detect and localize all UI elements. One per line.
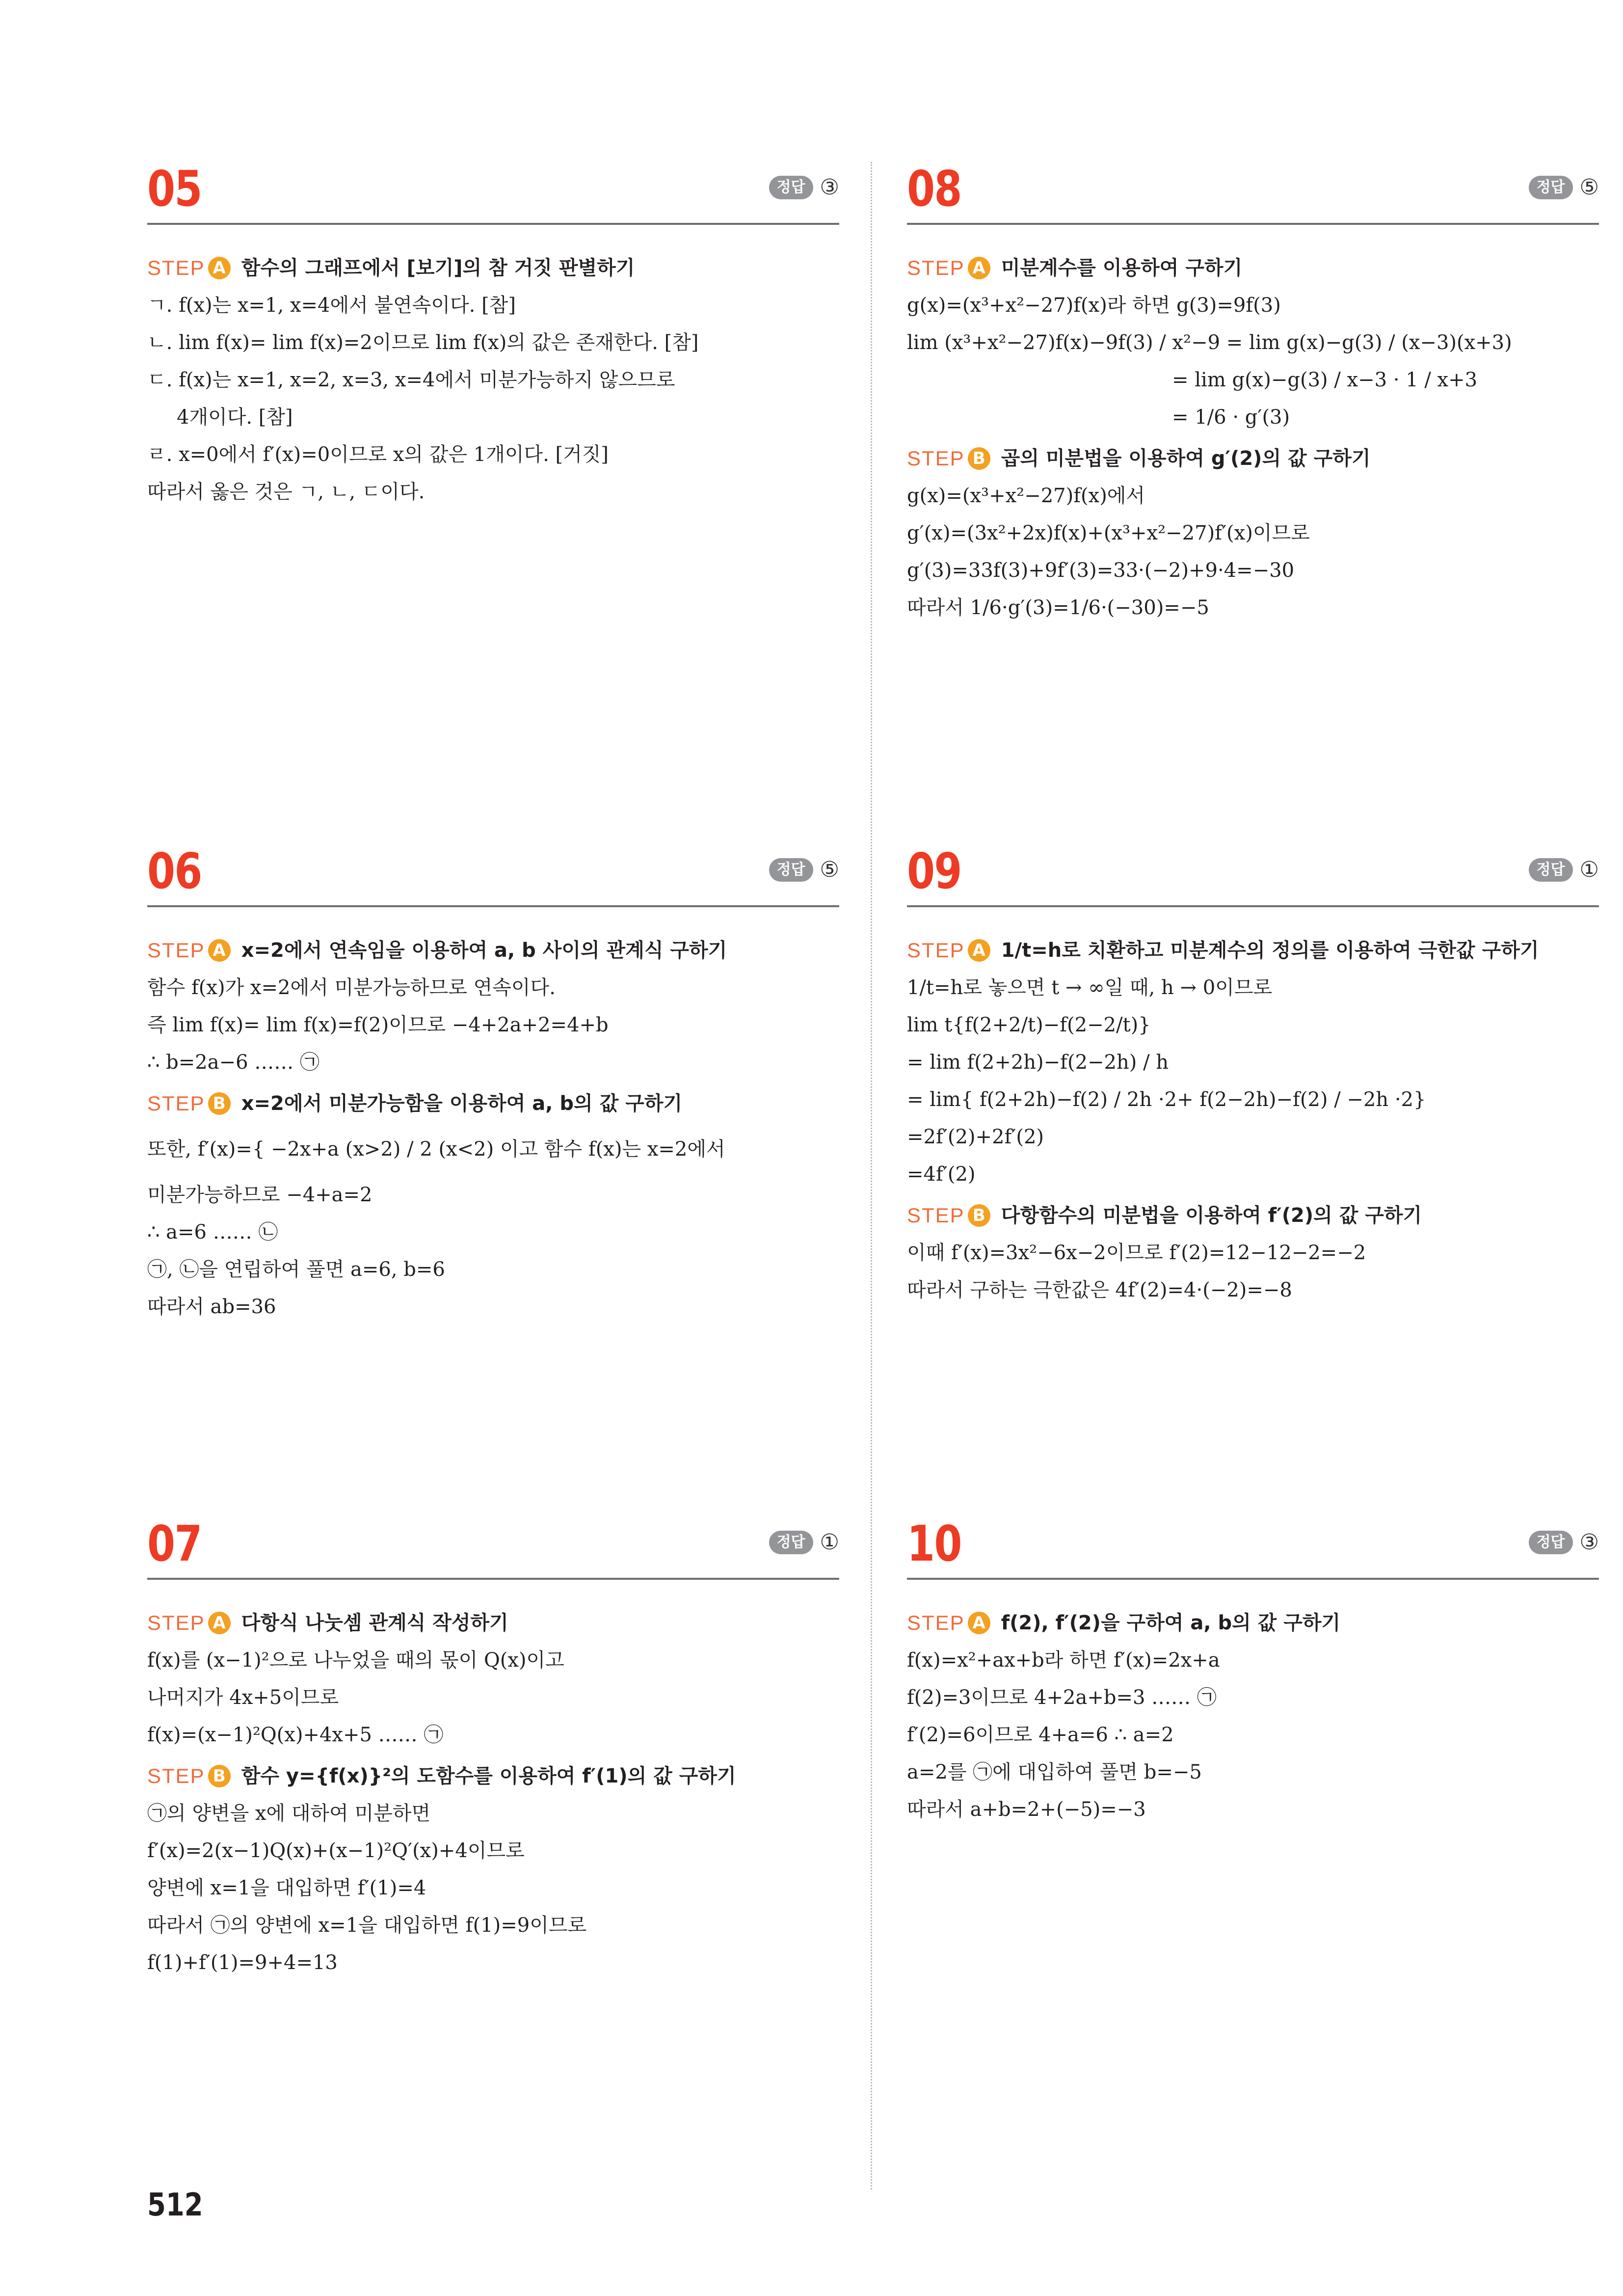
step-a (147, 932, 839, 969)
answer-badge: 정답 (769, 858, 813, 882)
solution-line: 즉 lim f(x)= lim f(x)=f(2)이므로 −4+2a+2=4+b (147, 1014, 609, 1036)
section-header (907, 1517, 1599, 1580)
solution-line: f(x)=(x−1)²Q(x)+4x+5 …… ㉠ (147, 1724, 444, 1746)
step-title: 1/t=h로 치환하고 미분계수의 정의를 이용하여 극한값 구하기 (1001, 939, 1539, 962)
solution-line: 따라서 ab=36 (147, 1296, 276, 1318)
solution-line: =4f′(2) (907, 1163, 976, 1186)
step-label: STEP (147, 939, 205, 962)
step-letter-badge: B (968, 447, 990, 470)
solution-line: ㄷ. f(x)는 x=1, x=2, x=3, x=4에서 미분가능하지 않으므로 (147, 369, 675, 391)
solution-line: 양변에 x=1을 대입하면 f′(1)=4 (147, 1877, 426, 1899)
section-header (147, 1517, 839, 1580)
step-a (907, 932, 1599, 969)
solution-line: ㄹ. x=0에서 f′(x)=0이므로 x의 값은 1개이다. [거짓] (147, 443, 609, 466)
problem-number: 05 (147, 160, 202, 217)
step-label: STEP (907, 939, 965, 962)
problem-number: 06 (147, 842, 202, 900)
step-label: STEP (147, 1611, 205, 1634)
step-letter-badge: A (208, 257, 231, 279)
solution-line: = lim{ f(2+2h)−f(2) / 2h ·2+ f(2−2h)−f(2) / −2h ·2} (907, 1088, 1426, 1111)
section-07 (147, 1517, 839, 1981)
step-a (147, 249, 839, 287)
step-b (147, 1085, 839, 1122)
step-label: STEP (147, 1764, 205, 1787)
answer-badge: 정답 (769, 1531, 813, 1554)
problem-number: 10 (907, 1515, 961, 1572)
step-label: STEP (907, 447, 965, 470)
solution-line: a=2를 ㉠에 대입하여 풀면 b=−5 (907, 1761, 1202, 1783)
section-06 (147, 844, 839, 1325)
answer-box (769, 858, 839, 882)
solution-line: lim t{f(2+2/t)−f(2−2/t)} (907, 1014, 1151, 1036)
solution-line: 나머지가 4x+5이므로 (147, 1686, 339, 1709)
section-08 (907, 162, 1599, 626)
solution-line: g′(x)=(3x²+2x)f(x)+(x³+x²−27)f′(x)이므로 (907, 522, 1310, 544)
solution-line: ㉠의 양변을 x에 대하여 미분하면 (147, 1802, 431, 1825)
solution-line: = lim g(x)−g(3) / x−3 · 1 / x+3 (1172, 369, 1478, 391)
step-a (907, 1604, 1599, 1642)
answer-badge: 정답 (1529, 176, 1573, 199)
problem-number: 09 (907, 842, 961, 900)
solution-line: g(x)=(x³+x²−27)f(x)에서 (907, 485, 1145, 507)
step-label: STEP (147, 256, 205, 279)
section-09 (907, 844, 1599, 1309)
step-title: 다항함수의 미분법을 이용하여 f′(2)의 값 구하기 (1001, 1204, 1422, 1227)
step-label: STEP (907, 256, 965, 279)
section-10 (907, 1517, 1599, 1828)
step-label: STEP (907, 1204, 965, 1227)
step-label: STEP (907, 1611, 965, 1634)
column-divider (871, 162, 872, 2189)
solution-line: = lim f(2+2h)−f(2−2h) / h (907, 1051, 1169, 1074)
answer-box (769, 176, 839, 199)
solution-line: ㄴ. lim f(x)= lim f(x)=2이므로 lim f(x)의 값은 존재한다. [참] (147, 331, 699, 354)
solution-line: 따라서 옳은 것은 ㄱ, ㄴ, ㄷ이다. (147, 481, 425, 503)
answer-value: ① (1579, 857, 1599, 882)
answer-value: ① (820, 1530, 839, 1555)
solution-line: f(1)+f′(1)=9+4=13 (147, 1951, 338, 1974)
solution-line: 따라서 구하는 극한값은 4f′(2)=4·(−2)=−8 (907, 1279, 1292, 1301)
solution-line: f(x)=x²+ax+b라 하면 f′(x)=2x+a (907, 1649, 1220, 1672)
answer-box (1529, 176, 1599, 199)
solution-line: g′(3)=33f(3)+9f′(3)=33·(−2)+9·4=−30 (907, 559, 1295, 582)
solution-line: 함수 f(x)가 x=2에서 미분가능하므로 연속이다. (147, 976, 556, 999)
step-a (907, 249, 1599, 287)
step-letter-badge: A (968, 257, 990, 279)
solution-line: =2f′(2)+2f′(2) (907, 1126, 1044, 1148)
solution-line: 1/t=h로 놓으면 t → ∞일 때, h → 0이므로 (907, 976, 1273, 999)
solution-line: 따라서 ㉠의 양변에 x=1을 대입하면 f(1)=9이므로 (147, 1914, 587, 1937)
solution-line: 이때 f′(x)=3x²−6x−2이므로 f′(2)=12−12−2=−2 (907, 1242, 1366, 1264)
solution-line: ∴ b=2a−6 …… ㉠ (147, 1051, 319, 1074)
step-a (147, 1604, 839, 1642)
solution-line: f′(x)=2(x−1)Q(x)+(x−1)²Q′(x)+4이므로 (147, 1839, 525, 1862)
answer-box (769, 1531, 839, 1554)
step-letter-badge: A (968, 939, 990, 962)
step-title: 함수의 그래프에서 [보기]의 참 거짓 판별하기 (241, 257, 635, 279)
section-header (147, 844, 839, 907)
problem-number: 07 (147, 1515, 202, 1572)
step-letter-badge: A (208, 939, 231, 962)
step-title: 다항식 나눗셈 관계식 작성하기 (241, 1612, 508, 1634)
step-letter-badge: B (208, 1092, 231, 1115)
step-b (147, 1757, 839, 1795)
problem-number: 08 (907, 160, 961, 217)
solution-line: g(x)=(x³+x²−27)f(x)라 하면 g(3)=9f(3) (907, 294, 1281, 317)
step-title: x=2에서 미분가능함을 이용하여 a, b의 값 구하기 (241, 1092, 683, 1115)
solution-line: 따라서 1/6·g′(3)=1/6·(−30)=−5 (907, 596, 1209, 619)
section-05 (147, 162, 839, 511)
step-title: x=2에서 연속임을 이용하여 a, b 사이의 관계식 구하기 (241, 939, 727, 962)
solution-line: 4개이다. [참] (177, 406, 293, 429)
answer-value: ⑤ (1579, 175, 1599, 200)
section-header (907, 844, 1599, 907)
step-title: 함수 y={f(x)}²의 도함수를 이용하여 f′(1)의 값 구하기 (241, 1765, 736, 1787)
solution-line: 따라서 a+b=2+(−5)=−3 (907, 1798, 1146, 1821)
answer-box (1529, 858, 1599, 882)
answer-box (1529, 1531, 1599, 1554)
step-letter-badge: B (208, 1765, 231, 1787)
answer-badge: 정답 (769, 176, 813, 199)
page-number: 512 (147, 2187, 203, 2223)
step-b (907, 1197, 1599, 1234)
solution-line: ∴ a=6 …… ㉡ (147, 1221, 278, 1243)
step-title: f(2), f′(2)을 구하여 a, b의 값 구하기 (1001, 1612, 1341, 1634)
step-letter-badge: A (968, 1612, 990, 1634)
solution-line: 또한, f′(x)={ −2x+a (x>2) / 2 (x<2) 이고 함수 f(x)는 x=2에서 (147, 1138, 725, 1161)
section-header (147, 162, 839, 225)
step-b (907, 440, 1599, 477)
solution-line: ㄱ. f(x)는 x=1, x=4에서 불연속이다. [참] (147, 294, 516, 317)
solution-line: ㉠, ㉡을 연립하여 풀면 a=6, b=6 (147, 1258, 445, 1281)
answer-value: ⑤ (820, 857, 839, 882)
solution-line: f′(2)=6이므로 4+a=6 ∴ a=2 (907, 1724, 1174, 1746)
solution-line: = 1/6 · g′(3) (1172, 406, 1290, 429)
step-label: STEP (147, 1092, 205, 1115)
step-title: 미분계수를 이용하여 구하기 (1001, 257, 1243, 279)
solution-line: f(x)를 (x−1)²으로 나누었을 때의 몫이 Q(x)이고 (147, 1649, 564, 1672)
step-title: 곱의 미분법을 이용하여 g′(2)의 값 구하기 (1001, 447, 1371, 470)
section-header (907, 162, 1599, 225)
answer-badge: 정답 (1529, 1531, 1573, 1554)
answer-badge: 정답 (1529, 858, 1573, 882)
solution-line: 미분가능하므로 −4+a=2 (147, 1184, 372, 1206)
step-letter-badge: B (968, 1204, 990, 1227)
answer-value: ③ (820, 175, 839, 200)
step-letter-badge: A (208, 1612, 231, 1634)
solution-line: lim (x³+x²−27)f(x)−9f(3) / x²−9 = lim g(x)−g(3) / (x−3)(x+3) (907, 331, 1512, 354)
answer-value: ③ (1579, 1530, 1599, 1555)
solution-line: f(2)=3이므로 4+2a+b=3 …… ㉠ (907, 1686, 1217, 1709)
